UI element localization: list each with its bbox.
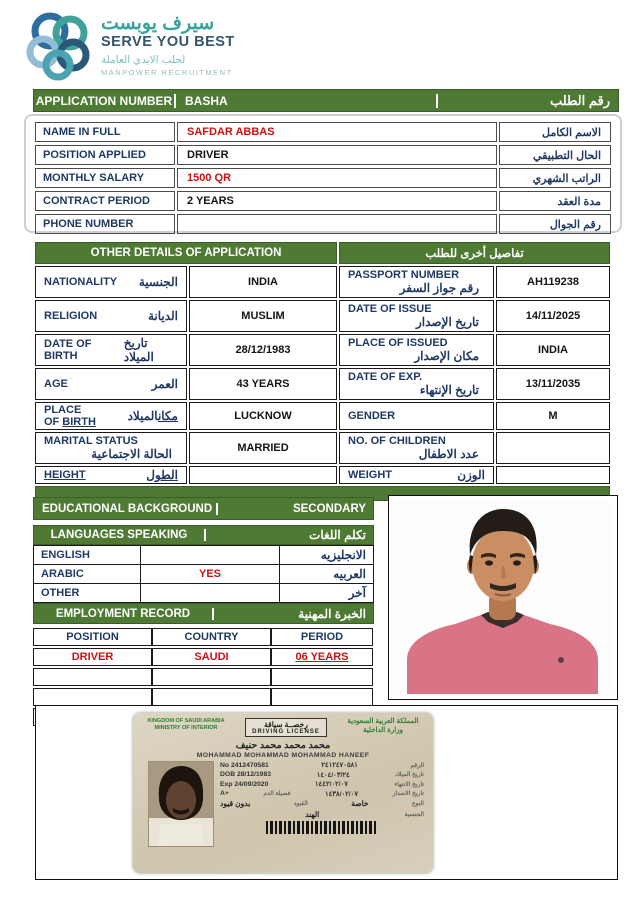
field-label-arabic: الاسم الكامل — [499, 122, 611, 142]
column-header: POSITION — [33, 628, 152, 646]
field-value: LUCKNOW — [189, 402, 337, 430]
table-row — [33, 688, 373, 706]
table-row — [34, 546, 374, 565]
field-value — [496, 466, 610, 484]
column-header: PERIOD — [271, 628, 373, 646]
education-value: SECONDARY — [292, 502, 366, 515]
languages-title-en: LANGUAGES SPEAKING — [34, 529, 206, 541]
table-row — [34, 584, 374, 603]
field-value: DRIVER — [177, 145, 497, 165]
company-logo — [26, 10, 235, 84]
license-blood-issue-row: A+ فصيلة الدم ١٤٣٨/٠٢/٠٧ تاريخ الاصدار — [220, 790, 424, 798]
employment-country: SAUDI — [152, 648, 271, 666]
field-label: GENDER — [348, 410, 396, 422]
table-header-row — [33, 628, 373, 646]
other-details-title-en: OTHER DETAILS OF APPLICATION — [35, 242, 337, 264]
field-label-arabic: العمر — [151, 377, 178, 391]
field-value: MUSLIM — [189, 300, 337, 332]
field-value: 43 YEARS — [189, 368, 337, 400]
license-kingdom-en: KINGDOM OF SAUDI ARABIA MINISTRY OF INTERIOR — [147, 718, 225, 731]
table-row — [35, 168, 611, 188]
field-label: MARITAL STATUS — [44, 435, 138, 447]
languages-title-ar: تكلم اللغات — [309, 528, 366, 542]
license-kingdom-ar: المملكة العربية السعودية وزارة الداخلية — [347, 718, 419, 734]
empty-cell — [152, 688, 271, 706]
field-value — [177, 214, 497, 234]
application-number-label: APPLICATION NUMBER — [34, 94, 176, 108]
language-label-arabic: آخر — [280, 584, 374, 603]
language-value — [141, 546, 280, 565]
field-value: SAFDAR ABBAS — [177, 122, 497, 142]
application-number-value: BASHA — [176, 94, 438, 108]
field-label: POSITION APPLIED — [35, 145, 175, 165]
table-header-row — [35, 242, 610, 264]
field-label-arabic: الحالة الاجتماعية — [91, 447, 172, 461]
license-name-english: MOHAMMAD MOHAMMAD MOHAMMAD HANEEF — [196, 752, 370, 759]
logo-english-name: SERVE YOU BEST — [101, 34, 235, 50]
field-label: NAME IN FULL — [35, 122, 175, 142]
field-value — [496, 432, 610, 464]
employment-title-ar: الخبرة المهنية — [298, 606, 366, 621]
logo-knot-icon — [26, 10, 92, 84]
license-number-row: No 2412470581 ٢٤١٢٤٧٠٥٨١ الرقم — [220, 761, 424, 769]
employment-position: DRIVER — [33, 648, 152, 666]
field-value: INDIA — [189, 266, 337, 298]
license-barcode — [266, 821, 378, 834]
languages-table — [33, 545, 374, 603]
empty-cell — [271, 668, 373, 686]
field-value: INDIA — [496, 334, 610, 366]
employment-header — [33, 603, 374, 624]
language-label-arabic: الانجليزيه — [280, 546, 374, 565]
driving-license-card — [133, 713, 433, 873]
field-label-arabic: تاريخ الإصدار — [415, 315, 479, 329]
table-row — [35, 402, 610, 430]
field-label-arabic: مكانالميلاد — [127, 409, 178, 423]
field-label: WEIGHT — [348, 469, 392, 481]
table-row — [35, 334, 610, 366]
language-label: ARABIC — [34, 565, 141, 584]
table-row — [35, 145, 611, 165]
education-bar — [33, 497, 374, 520]
field-label-arabic: الطول — [146, 468, 178, 482]
empty-cell — [33, 668, 152, 686]
empty-cell — [152, 668, 271, 686]
field-value: 1500 QR — [177, 168, 497, 188]
field-label-arabic: مكان الإصدار — [414, 349, 479, 363]
empty-cell — [271, 688, 373, 706]
languages-header — [33, 525, 374, 545]
table-row — [35, 191, 611, 211]
table-row — [35, 432, 610, 464]
license-nationality-row: الهند الجنسية — [305, 809, 424, 819]
logo-english-tagline: MANPOWER RECRUITMENT — [101, 68, 233, 77]
portrait-image — [393, 500, 612, 694]
field-label-arabic: الجنسية — [138, 275, 178, 289]
language-value — [141, 584, 280, 603]
employment-title-en: EMPLOYMENT RECORD — [34, 608, 214, 620]
field-value: 28/12/1983 — [189, 334, 337, 366]
field-label: RELIGION — [44, 310, 98, 322]
field-label-arabic: تاريخ الميلاد — [123, 336, 154, 364]
field-label-arabic: رقم الجوال — [499, 214, 611, 234]
field-label-arabic: الراتب الشهري — [499, 168, 611, 188]
field-label-arabic: مدة العقد — [499, 191, 611, 211]
field-value: AH119238 — [496, 266, 610, 298]
field-label: PASSPORT NUMBER — [348, 269, 460, 281]
field-label: NO. OF CHILDREN — [348, 435, 446, 447]
empty-cell — [33, 688, 152, 706]
application-number-label-arabic: رقم الطلب — [549, 92, 610, 108]
applicant-photo — [388, 495, 618, 700]
logo-arabic-name: سيرف يوبست — [101, 13, 215, 34]
table-row — [35, 466, 610, 484]
license-name-arabic: محمد محمد محمد حنيف — [235, 740, 331, 751]
table-row — [35, 368, 610, 400]
field-label: AGE — [44, 378, 68, 390]
table-row — [35, 122, 611, 142]
field-value: 13/11/2035 — [496, 368, 610, 400]
field-value — [189, 466, 337, 484]
license-section — [35, 705, 618, 880]
language-label: ENGLISH — [34, 546, 141, 565]
table-row — [33, 668, 373, 686]
table-row — [35, 214, 611, 234]
other-details-table — [33, 240, 612, 503]
field-label: HEIGHT — [44, 469, 86, 481]
field-label-arabic: الوزن — [457, 468, 485, 482]
license-photo — [148, 761, 214, 847]
table-row — [33, 648, 373, 666]
license-dob-row: DOB 28/12/1983 ١٤٠٤/٠٣/٢٤ تاريخ الميلاد — [220, 771, 424, 779]
field-value: 14/11/2025 — [496, 300, 610, 332]
application-number-bar — [33, 89, 619, 112]
field-label: PLACE OF ISSUED — [348, 337, 448, 349]
employment-period: 06 YEARS — [271, 648, 373, 666]
field-label: DATE OF EXP. — [348, 371, 423, 383]
field-label-arabic: الديانة — [147, 309, 178, 323]
license-title-box: رخصــة سياقة DRIVING LICENSE — [245, 718, 327, 737]
table-row — [34, 565, 374, 584]
field-value: 2 YEARS — [177, 191, 497, 211]
field-label: PLACE OF BIRTH — [44, 404, 96, 428]
field-label: NATIONALITY — [44, 276, 118, 288]
field-label-arabic: الحال التطبيقي — [499, 145, 611, 165]
field-value: M — [496, 402, 610, 430]
applicant-table — [33, 119, 613, 237]
column-header: COUNTRY — [152, 628, 271, 646]
table-row — [35, 300, 610, 332]
education-label: EDUCATIONAL BACKGROUND — [34, 503, 218, 515]
table-row — [35, 266, 610, 298]
field-label-arabic: تاريخ الإنتهاء — [419, 383, 479, 397]
other-details-title-ar: تفاصيل أخرى للطلب — [339, 242, 610, 264]
field-label: DATE OF ISSUE — [348, 303, 432, 315]
field-label: CONTRACT PERIOD — [35, 191, 175, 211]
language-value: YES — [141, 565, 280, 584]
field-label-arabic: رقم جواز السفر — [399, 281, 479, 295]
language-label: OTHER — [34, 584, 141, 603]
field-label: PHONE NUMBER — [35, 214, 175, 234]
field-label: MONTHLY SALARY — [35, 168, 175, 188]
language-label-arabic: العربيه — [280, 565, 374, 584]
license-restrictions-type-row: بدون قيود القيود خاصة النوع — [220, 799, 424, 808]
applicant-table-frame — [24, 114, 622, 233]
logo-arabic-tagline: لجلب الايدي العاملة — [101, 54, 186, 66]
field-label: DATE OF BIRTH — [44, 338, 92, 362]
field-value: MARRIED — [189, 432, 337, 464]
license-expiry-row: Exp 24/09/2020 ١٤٤٢/٠٢/٠٧ تاريخ الانتهاء — [220, 780, 424, 788]
field-label-arabic: عدد الاطفال — [418, 447, 479, 461]
